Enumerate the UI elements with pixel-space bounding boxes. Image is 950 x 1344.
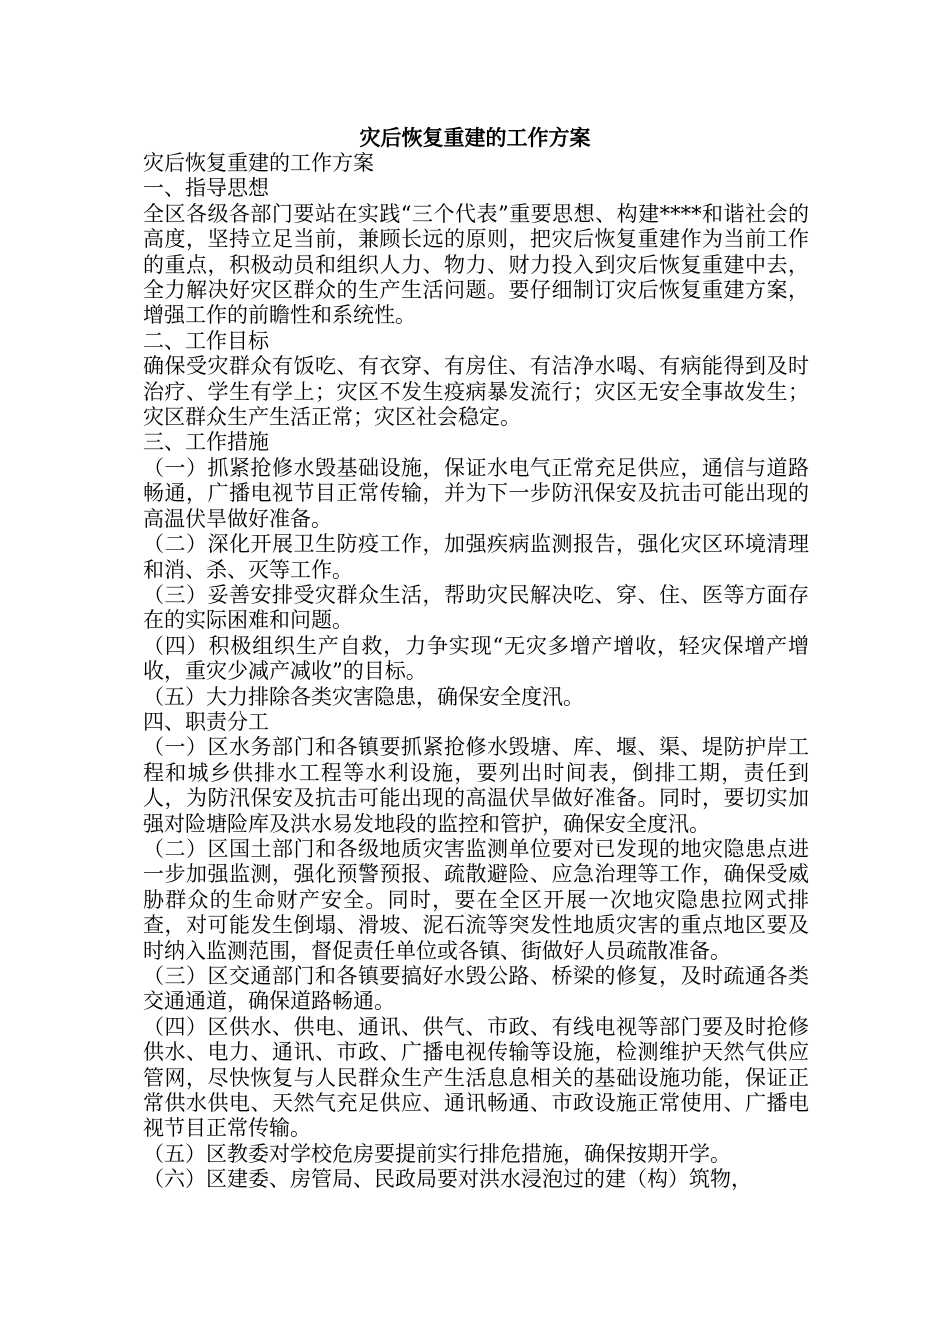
paragraph-responsibility-2: （二）区国土部门和各级地质灾害监测单位要对已发现的地灾隐患点进一步加强监测，强化预警预报、疏散避险、应急治理等工作，确保受威胁群众的生命财产安全。同时，要在全区开展一次地灾隐患拉网式排查，对可能发生倒塌、滑坡、泥石流等突发性地质灾害的重点地区要及时纳入监测范围，督促责任单位或各镇、街做好人员疏散准备。	[143, 836, 809, 963]
paragraph-measure-2: （二）深化开展卫生防疫工作，加强疾病监测报告，强化灾区环境清理和消、杀、灭等工作。	[143, 532, 809, 582]
subtitle-line: 灾后恢复重建的工作方案	[143, 151, 374, 175]
paragraph-measure-4: （四）积极组织生产自救，力争实现“无灾多增产增收，轻灾保增产增收，重灾少减产减收”的目标。	[143, 633, 809, 684]
document-title: 灾后恢复重建的工作方案	[359, 125, 591, 150]
paragraph-responsibility-5: （五）区教委对学校危房要提前实行排危措施，确保按期开学。	[143, 1141, 731, 1166]
paragraph-work-goals: 确保受灾群众有饭吃、有衣穿、有房住、有洁净水喝、有病能得到及时治疗、学生有学上；灾区不发生疫病暴发流行；灾区无安全事故发生；灾区群众生产生活正常；灾区社会稳定。	[143, 354, 809, 430]
paragraph-guiding-ideology: 全区各级各部门要站在实践“三个代表”重要思想、构建****和谐社会的高度，坚持立足当前，兼顾长远的原则，把灾后恢复重建作为当前工作的重点，积极动员和组织人力、物力、财力投入到灾后恢复重建中去，全力解决好灾区群众的生产生活问题。要仔细制订灾后恢复重建方案，增强工作的前瞻性和系统性。	[143, 201, 809, 328]
paragraph-measure-1: （一）抓紧抢修水毁基础设施，保证水电气正常充足供应，通信与道路畅通，广播电视节目正常传输，并为下一步防汛保安及抗击可能出现的高温伏旱做好准备。	[143, 455, 809, 531]
document-body	[143, 151, 809, 1193]
paragraph-responsibility-3: （三）区交通部门和各镇要搞好水毁公路、桥梁的修复，及时疏通各类交通通道，确保道路畅通。	[143, 964, 809, 1014]
paragraph-responsibility-6: （六）区建委、房管局、民政局要对洪水浸泡过的建（构）筑物，	[143, 1167, 752, 1192]
section-heading-work-goals: 二、工作目标	[143, 328, 269, 353]
paragraph-responsibility-1: （一）区水务部门和各镇要抓紧抢修水毁塘、库、堰、渠、堤防护岸工程和城乡供排水工程等水利设施，要列出时间表，倒排工期，责任到人，为防汛保安及抗击可能出现的高温伏旱做好准备。同时，要切实加强对险塘险库及洪水易发地段的监控和管护，确保安全度汛。	[143, 735, 809, 836]
paragraph-measure-3: （三）妥善安排受灾群众生活，帮助灾民解决吃、穿、住、医等方面存在的实际困难和问题。	[143, 582, 809, 633]
section-heading-responsibilities: 四、职责分工	[143, 709, 269, 734]
section-heading-work-measures: 三、工作措施	[143, 430, 269, 455]
section-heading-guiding-ideology: 一、指导思想	[143, 176, 269, 201]
paragraph-responsibility-4: （四）区供水、供电、通讯、供气、市政、有线电视等部门要及时抢修供水、电力、通讯、市政、广播电视传输等设施，检测维护天然气供应管网，尽快恢复与人民群众生产生活息息相关的基础设施功能，保证正常供水供电、天然气充足供应、通讯畅通、市政设施正常使用、广播电视节目正常传输。	[143, 1014, 809, 1141]
paragraph-measure-5: （五）大力排除各类灾害隐患，确保安全度汛。	[143, 684, 584, 709]
